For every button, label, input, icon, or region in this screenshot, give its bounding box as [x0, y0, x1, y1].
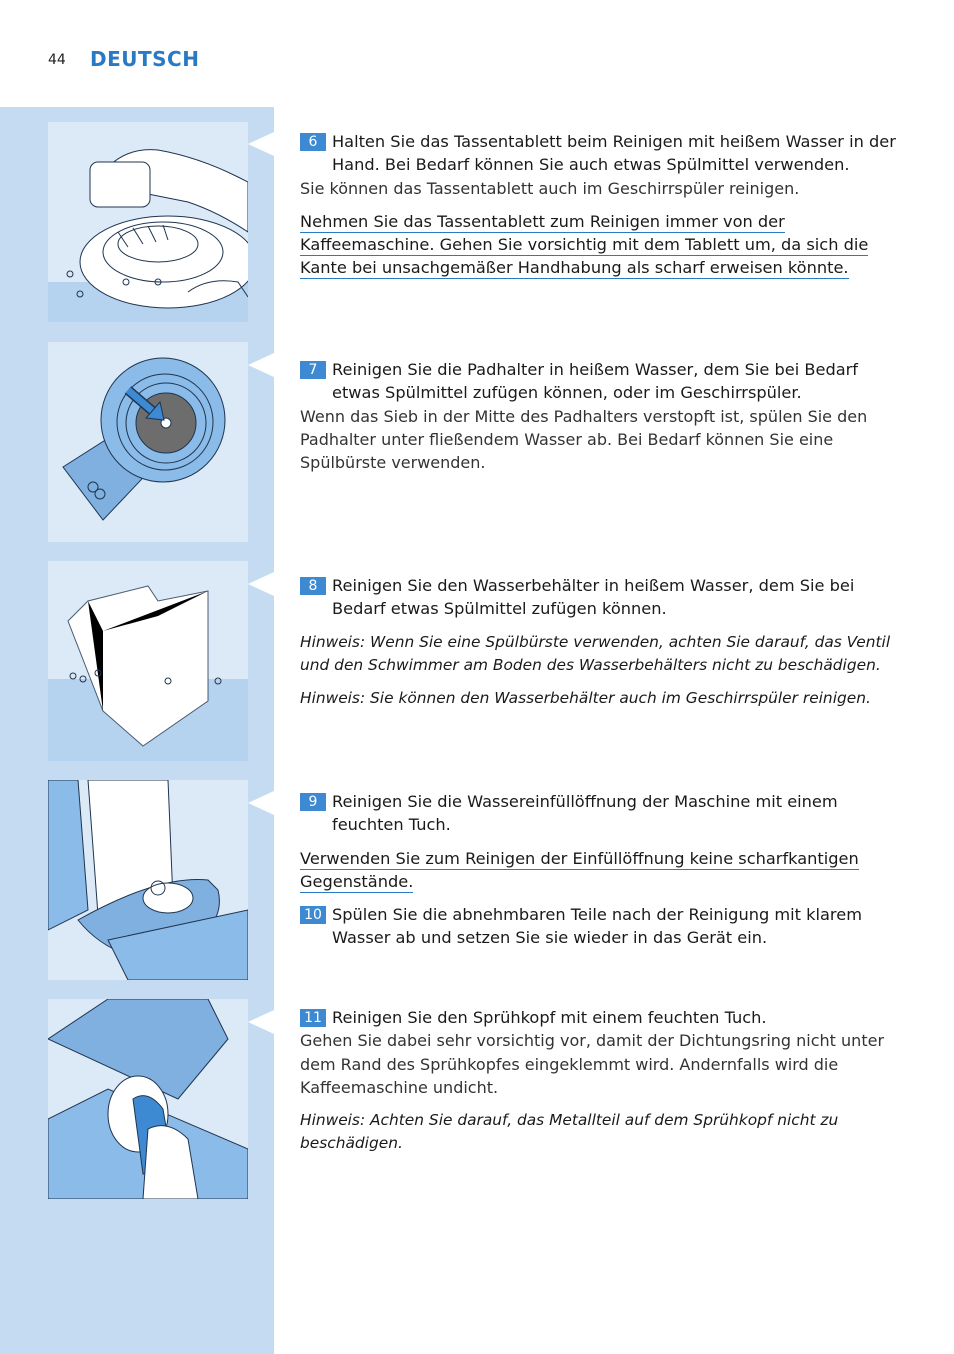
- language-heading: DEUTSCH: [90, 47, 200, 71]
- step-9: [300, 790, 910, 837]
- step-11-block: [300, 1006, 910, 1156]
- step-subtext: Sie können das Tassentablett auch im Geschirrspüler reinigen.: [300, 178, 800, 198]
- step-text: Reinigen Sie den Wasserbehälter in heißem Wasser, dem Sie bei Bedarf etwas Spülmittel zufügen können.: [332, 576, 855, 619]
- illustration-water-tank: [48, 561, 248, 761]
- step-7: [300, 358, 910, 405]
- step-7-block: [300, 358, 910, 474]
- note-text: Hinweis: Achten Sie darauf, das Metallteil auf dem Sprühkopf nicht zu beschädigen.: [300, 1111, 839, 1153]
- illustration-spray-head: [48, 999, 248, 1199]
- notch-5: [248, 1010, 274, 1034]
- step-6-block: [300, 130, 910, 280]
- warning-text: Nehmen Sie das Tassentablett zum Reinigen immer von der Kaffeemaschine. Gehen Sie vorsichtig mit dem Tablett um, da sich die Kante bei unsachgemäßer Handhabung als scharf erweisen könnte.: [300, 211, 869, 278]
- illustration-cup-tray: [48, 122, 248, 322]
- step-10: [300, 903, 910, 950]
- step-text: Reinigen Sie die Padhalter in heißem Wasser, dem Sie bei Bedarf etwas Spülmittel zufügen können, oder im Geschirrspüler.: [332, 360, 859, 403]
- step-number-badge: 11: [300, 1009, 326, 1027]
- step-number-badge: 8: [300, 577, 326, 595]
- illustration-fill-opening: [48, 780, 248, 980]
- step-8-block: [300, 574, 910, 710]
- step-6: [300, 130, 910, 177]
- step-subtext: Gehen Sie dabei sehr vorsichtig vor, damit der Dichtungsring nicht unter dem Rand des Sprühkopfes eingeklemmt wird. Andernfalls wird die Kaffeemaschine undicht.: [300, 1031, 885, 1097]
- warning-text: Verwenden Sie zum Reinigen der Einfüllöffnung keine scharfkantigen Gegenstände.: [300, 848, 859, 891]
- step-8: [300, 574, 910, 621]
- step-text: Reinigen Sie die Wassereinfüllöffnung der Maschine mit einem feuchten Tuch.: [332, 792, 838, 835]
- note-text: Hinweis: Wenn Sie eine Spülbürste verwenden, achten Sie darauf, das Ventil und den Schwimmer am Boden des Wasserbehälters nicht zu beschädigen.: [300, 632, 891, 674]
- step-subtext: Wenn das Sieb in der Mitte des Padhalters verstopft ist, spülen Sie den Padhalter unter fließendem Wasser ab. Bei Bedarf können Sie eine Spülbürste verwenden.: [300, 406, 868, 473]
- step-number-badge: 7: [300, 361, 326, 379]
- step-text: Spülen Sie die abnehmbaren Teile nach der Reinigung mit klarem Wasser ab und setzen Sie sie wieder in das Gerät ein.: [332, 905, 862, 948]
- step-9-block: [300, 790, 910, 893]
- step-number-badge: 10: [300, 906, 326, 924]
- step-number-badge: 6: [300, 133, 326, 151]
- step-text: Halten Sie das Tassentablett beim Reinigen mit heißem Wasser in der Hand. Bei Bedarf können Sie auch etwas Spülmittel verwenden.: [332, 132, 896, 175]
- notch-2: [248, 353, 274, 377]
- page-number: 44: [48, 52, 66, 68]
- step-10-block: [300, 903, 910, 950]
- illustration-pad-holder: [48, 342, 248, 542]
- notch-1: [248, 132, 274, 156]
- notch-3: [248, 572, 274, 596]
- step-number-badge: 9: [300, 793, 326, 811]
- note-text: Hinweis: Sie können den Wasserbehälter auch im Geschirrspüler reinigen.: [300, 689, 871, 708]
- step-text: Reinigen Sie den Sprühkopf mit einem feuchten Tuch.: [332, 1008, 767, 1027]
- notch-4: [248, 791, 274, 815]
- step-11: [300, 1006, 910, 1029]
